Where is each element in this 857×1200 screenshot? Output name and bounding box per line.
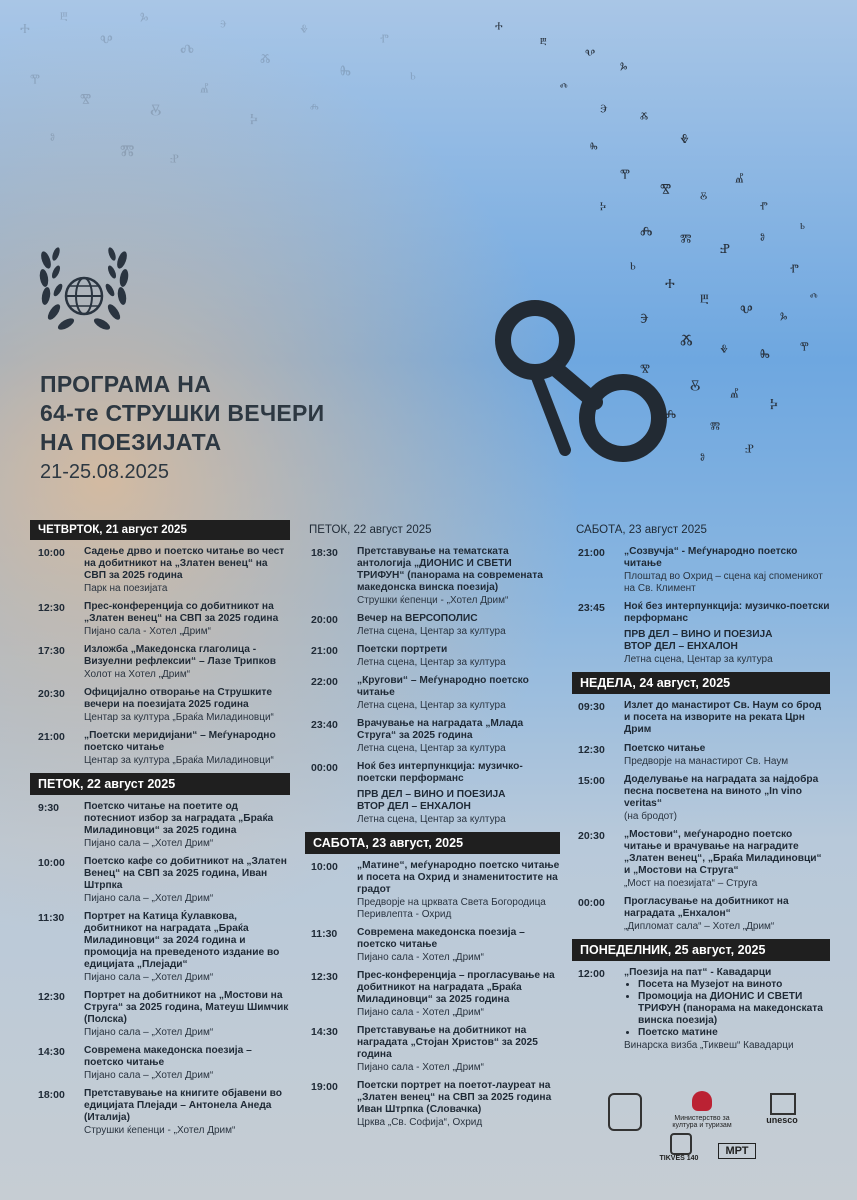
day-heading: САБОТА, 23 август 2025 <box>576 524 707 536</box>
bullet-item: • Промоција на ДИОНИС И СВЕТИ ТРИФУН (панорама на македонската винска поезија) <box>638 991 830 1027</box>
event-time: 00:00 <box>311 762 338 774</box>
event-item <box>305 1025 560 1074</box>
event-place: Пијано сала - Хотел „Дрим“ <box>357 1007 484 1018</box>
event-place: Струшки ќепенци - „Хотел Дрим“ <box>357 595 509 606</box>
day-heading: ЧЕТВРТОК, 21 август 2025 <box>30 520 290 540</box>
event-item <box>572 700 830 737</box>
bullet-item: • Поетско матине <box>638 1027 830 1039</box>
event-item <box>30 801 290 850</box>
event-desc: Поетски портрети <box>357 644 448 655</box>
festival-dates: 21-25.08.2025 <box>40 461 170 483</box>
event-time: 18:00 <box>38 1089 65 1101</box>
event-place: Предворје на манастирот Св. Наум <box>624 756 789 767</box>
day-heading: НЕДЕЛА, 24 август, 2025 <box>572 672 830 694</box>
event-time: 12:30 <box>38 602 65 614</box>
event-place: Пијано сала – „Хотел Дрим“ <box>84 1070 214 1081</box>
event-desc: Официјално отворање на Струшките вечери на поезијата 2025 година <box>84 687 272 710</box>
event-place: (на бродот) <box>624 811 677 822</box>
event-time: 18:30 <box>311 547 338 559</box>
day-heading: САБОТА, 23 август, 2025 <box>305 832 560 854</box>
event-item <box>572 967 830 1052</box>
event-item <box>30 1045 290 1082</box>
event-item <box>572 774 830 823</box>
event-place: Парк на поезијата <box>84 583 168 594</box>
event-time: 12:30 <box>578 744 605 756</box>
event-time: 21:00 <box>578 547 605 559</box>
event-item <box>305 613 560 638</box>
event-item <box>305 761 560 826</box>
event-time: 14:30 <box>311 1026 338 1038</box>
event-place: Пијано сала – „Хотел Дрим“ <box>84 838 214 849</box>
event-desc: Претставување на тематската антологија „ДИОНИС И СВЕТИ ТРИФУН“ (панорама на современата македонска винска поезија) <box>357 546 543 593</box>
event-desc: Вечер на ВЕРСОПОЛИС <box>357 613 478 624</box>
event-place: Винарска визба „Тиквеш“ Кавадарци <box>624 1040 794 1051</box>
event-place: Пијано сала - Хотел „Дрим“ <box>357 1062 484 1073</box>
event-item <box>572 743 830 768</box>
event-place: Летна сцена, Центар за култура <box>357 743 506 754</box>
event-item <box>30 1088 290 1137</box>
event-item <box>305 927 560 964</box>
event-desc: Ноќ без интерпункција: музичко-поетски перформанс <box>624 601 830 624</box>
event-bullets <box>624 979 830 1039</box>
laurel-globe-icon <box>38 240 130 340</box>
unesco-temple-icon <box>770 1093 796 1115</box>
event-desc: Прес-конференција – прогласување на добитникот на наградата „Браќа Миладиновци“ за 2025 година <box>357 970 555 1005</box>
event-item <box>30 546 290 595</box>
event-item <box>30 687 290 724</box>
event-place: Пијано сала – „Хотел Дрим“ <box>84 893 214 904</box>
event-desc: Прес-конференција со добитникот на „Златен венец“ на СВП за 2025 година <box>84 601 279 624</box>
event-item <box>30 856 290 905</box>
event-item <box>572 896 830 933</box>
event-part-2: ВТОР ДЕЛ – ЕНХАЛОН <box>357 801 471 812</box>
tikves-crest-icon <box>670 1133 692 1155</box>
event-desc: Излет до манастирот Св. Наум со брод и посета на изворите на реката Црн Дрим <box>624 700 822 735</box>
event-time: 11:30 <box>38 912 65 924</box>
event-item <box>305 860 560 921</box>
event-time: 10:00 <box>38 857 65 869</box>
event-desc: Изложба „Македонска глаголица - Визуелни рефлексии“ – Лазе Трипков <box>84 644 277 667</box>
event-time: 19:00 <box>311 1081 338 1093</box>
event-time: 22:00 <box>311 676 338 688</box>
event-desc: Садење дрво и поетско читање во чест на добитникот на „Златен венец“ на СВП за 2025 година <box>84 546 285 581</box>
event-desc: „Матине“, меѓународно поетско читање и посета на Охрид и знаменитостите на градот <box>357 860 560 895</box>
event-place: Струшки ќепенци - „Хотел Дрим“ <box>84 1125 236 1136</box>
event-time: 15:00 <box>578 775 605 787</box>
event-desc: „Кругови“ – Меѓународно поетско читање <box>357 675 529 698</box>
event-place: „Дипломат сала“ – Хотел „Дрим“ <box>624 921 775 932</box>
sponsor-mrt: МРТ <box>718 1143 756 1159</box>
event-desc: Врачување на наградата „Млада Струга“ за 2025 година <box>357 718 524 741</box>
event-item <box>305 675 560 712</box>
event-place: Холот на Хотел „Дрим“ <box>84 669 191 680</box>
event-time: 09:30 <box>578 701 605 713</box>
event-item <box>572 829 830 890</box>
event-time: 23:40 <box>311 719 338 731</box>
event-place: Центар за култура „Браќа Миладиновци“ <box>84 755 274 766</box>
event-place: Предворје на црквата Света Богородица Перивлепта - Охрид <box>357 897 546 920</box>
glagolitic-letter-icon <box>495 290 675 470</box>
event-time: 12:00 <box>578 968 605 980</box>
event-desc: Поетски портрет на поетот-лауреат на „Златен венец“ на СВП за 2025 година Иван Штрпка (Словачка) <box>357 1080 552 1115</box>
sponsor-ministry: Министерство за култура и туризам <box>672 1115 732 1129</box>
day-heading: ПЕТОК, 22 август 2025 <box>309 524 432 536</box>
event-desc: Поетско читање на поетите од потесниот избор за наградата „Браќа Миладиновци“ за 2025 година <box>84 801 274 836</box>
event-desc: „Поетски меридијани“ – Меѓународно поетско читање <box>84 730 276 753</box>
event-time: 10:00 <box>38 547 65 559</box>
event-place: Пијано сала - Хотел „Дрим“ <box>84 626 211 637</box>
bullet-item: • Посета на Музејот на виното <box>638 979 830 991</box>
event-place: Летна сцена, Центар за култура <box>357 626 506 637</box>
municipality-crest-icon <box>608 1093 642 1131</box>
event-place: Летна сцена, Центар за култура <box>357 657 506 668</box>
event-time: 20:30 <box>38 688 65 700</box>
event-part-2: ВТОР ДЕЛ – ЕНХАЛОН <box>624 641 738 652</box>
schedule-column-3 <box>572 520 830 1058</box>
day-heading: ПЕТОК, 22 август 2025 <box>30 773 290 795</box>
event-time: 10:00 <box>311 861 338 873</box>
event-time: 12:30 <box>311 971 338 983</box>
event-time: 14:30 <box>38 1046 65 1058</box>
event-desc: Современа македонска поезија – поетско читање <box>84 1045 252 1068</box>
event-place: Центар за култура „Браќа Миладиновци“ <box>84 712 274 723</box>
event-item <box>305 644 560 669</box>
event-desc: Поетско читање <box>624 743 706 754</box>
event-item <box>305 546 560 607</box>
event-desc: „Мостови“, меѓународно поетско читање и врачување на наградите „Златен венец“, „Браќа Миладиновци“ и „Мостови на Струга“ <box>624 829 822 876</box>
event-time: 17:30 <box>38 645 65 657</box>
event-time: 23:45 <box>578 602 605 614</box>
event-item <box>30 990 290 1039</box>
sponsor-unesco: unesco <box>766 1115 798 1125</box>
event-item <box>30 601 290 638</box>
event-desc: Доделување на наградата за најдобра песна посветена на виното „In vino veritas“ <box>624 774 819 809</box>
event-place: Пијано сала – „Хотел Дрим“ <box>84 1027 214 1038</box>
event-time: 21:00 <box>38 731 65 743</box>
event-desc: „Созвучја“ - Меѓународно поетско читање <box>624 546 798 569</box>
event-time: 9:30 <box>38 802 60 814</box>
event-time: 12:30 <box>38 991 65 1003</box>
event-place: Пијано сала - Хотел „Дрим“ <box>357 952 484 963</box>
event-item <box>30 730 290 767</box>
event-place: Црква „Св. Софија“, Охрид <box>357 1117 483 1128</box>
event-desc: Прогласување на добитникот на наградата „Енхалон“ <box>624 896 789 919</box>
event-item <box>305 1080 560 1129</box>
event-desc: Ноќ без интерпункција: музичко-поетски перформанс <box>357 761 523 784</box>
event-desc: „Поезија на пат“ - Кавадарци <box>624 967 772 978</box>
ministry-crest-icon <box>692 1091 712 1111</box>
event-item <box>305 970 560 1019</box>
sponsor-tikves: TIKVEŠ 140 <box>659 1155 699 1162</box>
event-item <box>572 601 830 666</box>
title-line-3: НА ПОЕЗИЈАТА <box>40 429 222 455</box>
event-item <box>30 644 290 681</box>
event-desc: Претставување на книгите објавени во едицијата Плејади – Антонела Анеда (Италија) <box>84 1088 283 1123</box>
schedule-column-2 <box>305 520 560 1135</box>
title-line-1: ПРОГРАМА НА <box>40 371 212 397</box>
event-time: 20:00 <box>311 614 338 626</box>
event-place: Пијано сала – „Хотел Дрим“ <box>84 972 214 983</box>
event-place: Летна сцена, Центар за култура <box>624 654 773 665</box>
event-place: „Мост на поезијата“ – Струга <box>624 878 758 889</box>
event-desc: Претставување на добитникот на наградата „Стојан Христов“ за 2025 година <box>357 1025 538 1060</box>
event-item <box>30 911 290 984</box>
sponsor-logos <box>600 1085 840 1185</box>
schedule-column-1 <box>30 520 290 1143</box>
event-desc: Поетско кафе со добитникот на „Златен Венец“ на СВП за 2025 година, Иван Штрпка <box>84 856 287 891</box>
event-time: 20:30 <box>578 830 605 842</box>
event-time: 00:00 <box>578 897 605 909</box>
event-place: Летна сцена, Центар за култура <box>357 700 506 711</box>
event-desc: Портрет на добитникот на „Мостови на Струга“ за 2025 година, Матеуш Шимчик (Полска) <box>84 990 289 1025</box>
event-part-1: ПРВ ДЕЛ – ВИНО И ПОЕЗИЈА <box>357 789 506 800</box>
event-place: Летна сцена, Центар за култура <box>357 814 506 825</box>
event-item <box>305 718 560 755</box>
event-item <box>572 546 830 595</box>
event-time: 21:00 <box>311 645 338 657</box>
event-place: Плоштад во Охрид – сцена кај споменикот на Св. Климент <box>624 571 823 594</box>
event-part-1: ПРВ ДЕЛ – ВИНО И ПОЕЗИЈА <box>624 629 773 640</box>
program-title <box>40 370 325 484</box>
event-desc: Современа македонска поезија – поетско читање <box>357 927 525 950</box>
day-heading: ПОНЕДЕЛНИК, 25 август, 2025 <box>572 939 830 961</box>
title-line-2: 64-те СТРУШКИ ВЕЧЕРИ <box>40 400 325 426</box>
event-time: 11:30 <box>311 928 338 940</box>
event-desc: Портрет на Катица Ќулавкова, добитникот на наградата „Браќа Миладиновци“ за 2024 година и промоција на преведеното издание во едицијата „Плејади“ <box>84 911 280 970</box>
